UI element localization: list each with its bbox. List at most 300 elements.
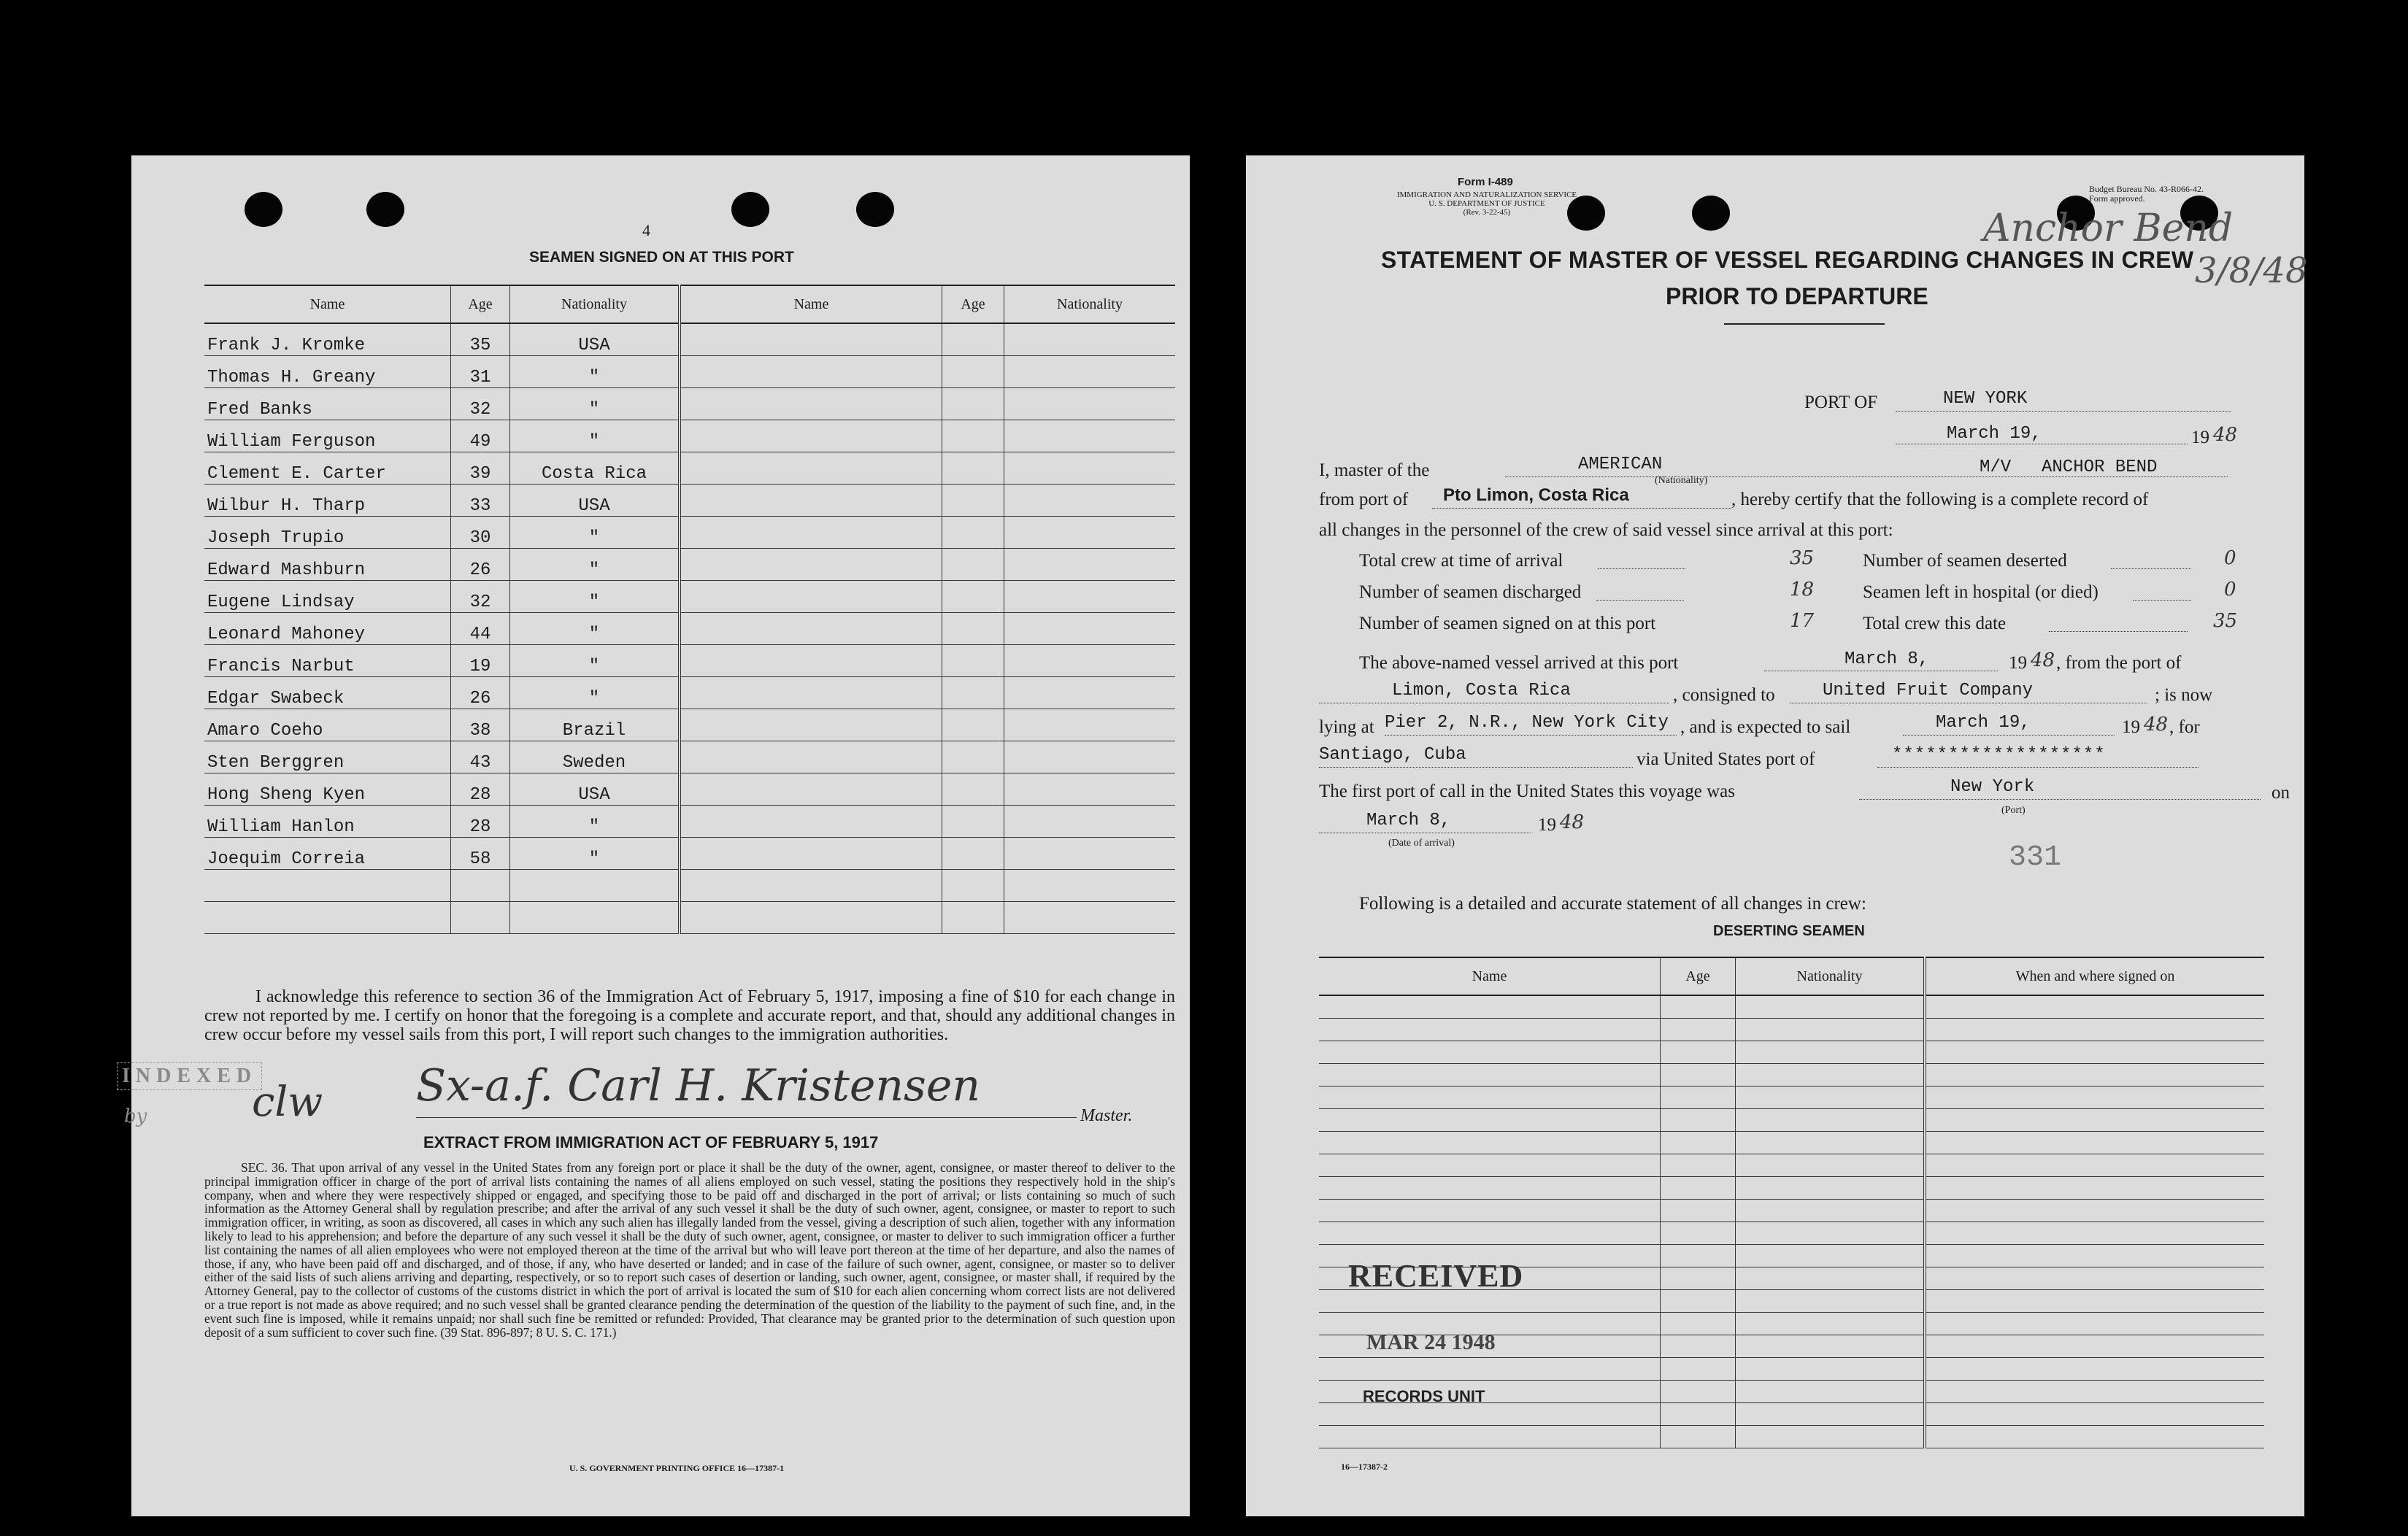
col-header-nationality: Nationality [1736,957,1926,995]
sail-date-line [1903,735,2115,736]
seaman-age: 35 [451,323,510,356]
empty-cell [1004,452,1176,485]
empty-cell [1661,1041,1736,1064]
handwritten-date: 3/8/48 [2195,250,2308,291]
empty-cell [1925,1335,2264,1358]
seaman-nationality: " [510,420,680,452]
master-label: Master. [1080,1106,1133,1125]
certify-text: , hereby certify that the following is a complete record of [1731,490,2149,509]
empty-cell [1736,1200,1926,1222]
empty-cell [1736,1290,1926,1313]
empty-cell [680,773,942,806]
port-caption: (Port) [2001,805,2026,816]
empty-cell [1004,870,1176,902]
empty-cell [942,452,1004,485]
table-row [1319,1358,2264,1381]
signed-on-label: Number of seamen signed on at this port [1359,614,1656,633]
seaman-name [204,902,451,934]
arrival-year: 48 [1560,811,1585,833]
empty-cell [1661,1335,1736,1358]
empty-cell [1319,995,1661,1019]
empty-cell [1661,1403,1736,1426]
empty-cell [680,420,942,452]
from-port-line [1432,508,1731,509]
empty-cell [1319,1200,1661,1222]
table-row [204,838,1175,870]
agency-block [1319,190,1655,217]
empty-cell [1925,1426,2264,1448]
empty-cell [1736,1222,1926,1245]
table-row [204,549,1175,581]
empty-cell [1661,1087,1736,1109]
empty-cell [1661,1358,1736,1381]
empty-cell [1661,995,1736,1019]
table-row [204,806,1175,838]
col-header-name: Name [680,285,942,323]
empty-cell [680,902,942,934]
table-row [1319,1426,2264,1448]
empty-cell [680,741,942,773]
col-header-age: Age [451,285,510,323]
table-row [204,645,1175,677]
total-crew-arrival-label: Total crew at time of arrival [1359,551,1563,571]
empty-cell [1925,995,2264,1019]
empty-cell [1004,902,1176,934]
seaman-nationality: " [510,645,680,677]
empty-cell [1925,1403,2264,1426]
empty-cell [1661,1064,1736,1087]
empty-cell [1004,323,1176,356]
empty-cell [1004,356,1176,388]
empty-cell [1925,1132,2264,1154]
stamp-number: 331 [2009,841,2062,874]
arrival-caption: (Date of arrival) [1388,838,1455,849]
seaman-name: Clement E. Carter [204,452,451,485]
empty-cell [942,677,1004,709]
port-value: NEW YORK [1943,389,2028,409]
empty-cell [1736,1041,1926,1064]
empty-cell [1925,1358,2264,1381]
table-row [1319,1109,2264,1132]
empty-cell [1319,1358,1661,1381]
empty-cell [1736,1313,1926,1335]
first-port-label: The first port of call in the United States this voyage was [1319,781,1736,801]
empty-cell [1736,1177,1926,1200]
empty-cell [1661,1222,1736,1245]
year-prefix: 19 [2009,653,2027,673]
punch-hole [731,192,769,227]
consigned-label: , consigned to [1673,685,1775,705]
empty-cell [1004,581,1176,613]
seaman-name: Joequim Correia [204,838,451,870]
empty-cell [1736,1245,1926,1267]
arrival-date: March 8, [1366,811,1451,830]
empty-cell [1736,1335,1926,1358]
deserting-seamen-table [1319,957,2264,1448]
empty-cell [1925,1087,2264,1109]
empty-cell [1004,677,1176,709]
empty-cell [1736,1426,1926,1448]
empty-cell [1736,1358,1926,1381]
seaman-nationality: " [510,356,680,388]
col-header-name: Name [1319,957,1661,995]
year-prefix: 19 [1538,815,1556,835]
leader-dots [2111,568,2191,569]
empty-cell [1925,1381,2264,1403]
seaman-age [451,902,510,934]
agency-line: U. S. DEPARTMENT OF JUSTICE [1428,199,1545,208]
empty-cell [1004,709,1176,741]
seaman-age: 44 [451,613,510,645]
seaman-age: 49 [451,420,510,452]
nationality-value: AMERICAN [1578,455,1663,474]
empty-cell [1736,1403,1926,1426]
seaman-name: Wilbur H. Tharp [204,485,451,517]
seaman-name [204,870,451,902]
punch-hole [856,192,894,227]
indexed-stamp: INDEXED [117,1062,262,1090]
agency-line: (Rev. 3-22-45) [1463,208,1511,217]
certify-text-2: all changes in the personnel of the crew of said vessel since arrival at this port: [1319,520,1893,540]
total-crew-date-value: 35 [2213,610,2238,632]
seaman-name: Leonard Mahoney [204,613,451,645]
empty-cell [1661,1267,1736,1290]
seaman-name: Joseph Trupio [204,517,451,549]
empty-cell [1319,1132,1661,1154]
from-port-of-label: , from the port of [2056,653,2182,673]
records-unit-stamp: RECORDS UNIT [1363,1387,1485,1405]
seaman-name: Sten Berggren [204,741,451,773]
empty-cell [680,388,942,420]
empty-cell [1319,1154,1661,1177]
empty-cell [1319,1426,1661,1448]
table-row [1319,1154,2264,1177]
seaman-nationality: " [510,549,680,581]
discharged-label: Number of seamen discharged [1359,582,1582,602]
seaman-nationality [510,870,680,902]
seaman-nationality: " [510,613,680,645]
empty-cell [1004,613,1176,645]
punch-hole [366,192,404,227]
port-line [1896,411,2231,412]
empty-cell [942,549,1004,581]
empty-cell [680,452,942,485]
seaman-age: 31 [451,356,510,388]
seaman-age: 38 [451,709,510,741]
seaman-name: Frank J. Kromke [204,323,451,356]
seaman-name: Amaro Coeho [204,709,451,741]
empty-cell [1925,1019,2264,1041]
deserted-value: 0 [2224,547,2236,569]
seaman-name: Thomas H. Greany [204,356,451,388]
budget-block [2089,185,2204,204]
signature-line [416,1117,1077,1118]
empty-cell [1736,1109,1926,1132]
following-text: Following is a detailed and accurate statement of all changes in crew: [1359,894,1866,914]
empty-cell [680,613,942,645]
table-row [1319,1222,2264,1245]
lying-at-line [1385,735,1677,736]
empty-cell [1925,1177,2264,1200]
seaman-age: 28 [451,773,510,806]
budget-line: Budget Bureau No. 43-R066-42. [2089,184,2204,194]
seaman-nationality: Brazil [510,709,680,741]
empty-cell [942,356,1004,388]
right-page [1246,155,2308,1516]
table-row [1319,1177,2264,1200]
printing-code: 16—17387-2 [1341,1462,1388,1472]
empty-cell [1661,1109,1736,1132]
empty-cell [1319,1087,1661,1109]
empty-cell [680,581,942,613]
table-row [204,485,1175,517]
lying-at-label: lying at [1319,717,1374,737]
empty-cell [1736,1064,1926,1087]
punch-hole [245,192,282,227]
empty-cell [942,902,1004,934]
empty-cell [1661,1132,1736,1154]
empty-cell [1661,1381,1736,1403]
empty-cell [1319,1109,1661,1132]
table-row [204,709,1175,741]
table-row [204,388,1175,420]
master-signature: Sx-a.f. Carl H. Kristensen [416,1060,980,1111]
signed-on-value: 17 [1790,610,1815,632]
empty-cell [1925,1041,2264,1064]
empty-cell [680,838,942,870]
seaman-name: Fred Banks [204,388,451,420]
empty-cell [1661,1177,1736,1200]
arrived-date: March 8, [1845,649,1929,669]
title-rule [1724,323,1885,325]
first-port: New York [1950,777,2035,797]
empty-cell [1004,517,1176,549]
arrived-from: Limon, Costa Rica [1392,681,1571,701]
acknowledgment-text: I acknowledge this reference to section 36 of the Immigration Act of February 5, 1917, imposing a fine of $10 for each change in crew not reported by me. I certify on honor that the foregoing is a complete and accurate report, and that, should any additional changes in crew occur before my vessel sails from this port, I will report such changes to the immigration authorities. [204,987,1175,1044]
empty-cell [942,709,1004,741]
year-prefix: 19 [2191,428,2209,447]
col-header-nationality: Nationality [1004,285,1176,323]
empty-cell [942,613,1004,645]
leader-dots [2133,600,2191,601]
empty-cell [942,870,1004,902]
empty-cell [1661,1200,1736,1222]
seaman-nationality: " [510,677,680,709]
punch-hole [1692,196,1730,231]
year-prefix: 19 [2122,717,2140,737]
year-value: 48 [2213,424,2238,446]
seaman-age: 43 [451,741,510,773]
via-port-line [1877,767,2199,768]
nationality-caption: (Nationality) [1655,475,1708,486]
lying-at-value: Pier 2, N.R., New York City [1385,713,1669,733]
seamen-signed-on-table [204,285,1175,934]
first-port-line [1859,799,2261,800]
empty-cell [1925,1222,2264,1245]
empty-cell [1925,1109,2264,1132]
form-title-line2: PRIOR TO DEPARTURE [1666,283,1928,309]
table-row [1319,1200,2264,1222]
empty-cell [680,485,942,517]
table-row [204,677,1175,709]
empty-cell [1925,1313,2264,1335]
empty-cell [1925,1245,2264,1267]
empty-cell [1004,741,1176,773]
seaman-name: Eugene Lindsay [204,581,451,613]
agency-line: IMMIGRATION AND NATURALIZATION SERVICE [1396,190,1577,199]
empty-cell [1661,1154,1736,1177]
seaman-name: Edward Mashburn [204,549,451,581]
table-row [204,356,1175,388]
seaman-age: 58 [451,838,510,870]
table-row [204,452,1175,485]
empty-cell [942,645,1004,677]
seaman-age: 32 [451,581,510,613]
empty-cell [1004,806,1176,838]
empty-cell [1004,773,1176,806]
empty-cell [942,485,1004,517]
empty-cell [942,806,1004,838]
empty-cell [942,581,1004,613]
seaman-age: 32 [451,388,510,420]
empty-cell [680,806,942,838]
empty-cell [1004,388,1176,420]
seaman-name: William Hanlon [204,806,451,838]
table-row [1319,1403,2264,1426]
empty-cell [1661,1426,1736,1448]
received-date: MAR 24 1948 [1366,1330,1496,1354]
seaman-nationality: Costa Rica [510,452,680,485]
on-label: on [2272,783,2290,803]
seaman-nationality [510,902,680,934]
seaman-age: 19 [451,645,510,677]
section-title: SEAMEN SIGNED ON AT THIS PORT [529,249,794,266]
from-port-label: from port of [1319,490,1409,509]
port-label: PORT OF [1804,393,1878,412]
empty-cell [942,388,1004,420]
empty-cell [1004,420,1176,452]
empty-cell [1661,1245,1736,1267]
leader-dots [1598,568,1685,569]
empty-cell [1736,1267,1926,1290]
empty-cell [1925,1267,2264,1290]
seaman-nationality: USA [510,485,680,517]
empty-cell [680,323,942,356]
destination-line [1319,767,1633,768]
empty-cell [1004,645,1176,677]
empty-cell [1925,1064,2264,1087]
is-now-label: ; is now [2155,685,2213,705]
table-row [204,902,1175,934]
table-row [1319,1132,2264,1154]
col-header-when-where: When and where signed on [1925,957,2264,995]
seaman-nationality: " [510,838,680,870]
col-header-nationality: Nationality [510,285,680,323]
expected-label: , and is expected to sail [1680,717,1851,737]
empty-cell [1319,1222,1661,1245]
table-row [204,613,1175,645]
seaman-nationality: " [510,388,680,420]
deserted-label: Number of seamen deserted [1863,551,2067,571]
form-number: Form I-489 [1458,176,1513,188]
empty-cell [1925,1290,2264,1313]
indexed-by-label: by [124,1105,147,1127]
empty-cell [1319,1064,1661,1087]
empty-cell [1736,1132,1926,1154]
col-header-age: Age [942,285,1004,323]
empty-cell [1004,485,1176,517]
empty-cell [942,323,1004,356]
seaman-nationality: " [510,806,680,838]
empty-cell [680,709,942,741]
table-row [1319,1019,2264,1041]
empty-cell [680,517,942,549]
arrived-text: The above-named vessel arrived at this port [1359,653,1679,673]
seaman-age: 33 [451,485,510,517]
from-port-value: Pto Limon, Costa Rica [1443,485,1629,505]
table-row [1319,1064,2264,1087]
vessel-type: M/V [1980,458,2012,477]
extract-title: EXTRACT FROM IMMIGRATION ACT OF FEBRUARY 5, 1917 [423,1133,879,1151]
table-row [204,420,1175,452]
form-title-line1: STATEMENT OF MASTER OF VESSEL REGARDING CHANGES IN CREW [1381,247,2194,273]
table-row [1319,1087,2264,1109]
seaman-name: Francis Narbut [204,645,451,677]
empty-cell [1004,549,1176,581]
sail-year: 48 [2144,714,2169,736]
date-value: March 19, [1947,424,2042,444]
deserting-title: DESERTING SEAMEN [1713,923,1865,939]
table-row [204,773,1175,806]
empty-cell [1736,1019,1926,1041]
col-header-age: Age [1661,957,1736,995]
empty-cell [942,741,1004,773]
sail-date: March 19, [1936,713,2031,733]
empty-cell [680,645,942,677]
total-crew-date-label: Total crew this date [1863,614,2007,633]
empty-cell [680,870,942,902]
printing-office-code: U. S. GOVERNMENT PRINTING OFFICE 16—17387-1 [569,1463,785,1473]
via-port: ******************* [1892,745,2106,765]
extract-text: SEC. 36. That upon arrival of any vessel in the United States from any foreign port or place it shall be the duty of the owner, agent, consignee, or master thereof to deliver to the principal immigration officer in charge of the port of arrival lists containing the names of all aliens employed on such vessel, stating the positions they respectively hold in the ship's company, when and where they were respectively shipped or engaged, and specifying those to be paid off and discharged in the port of arrival; or lists containing so much of such information as the Attorney General shall by regulation prescribe; and after the arrival of any such vessel it shall be the duty of such owner, agent, consignee, or master to report to such immigration officer, in writing, as soon as discovered, all cases in which any such alien has illegally landed from the vessel, giving a description of such alien, together with any information likely to lead to his apprehension; and before the departure of any such vessel it shall be the duty of such owner, agent, consignee, or master to deliver to such immigration officer a further list containing the names of all alien employees who were not employed thereon at the time of the arrival but who will leave port thereon at the time of her departure, and also the names of those, if any, who have been paid off and discharged, and of those, if any, who have deserted or landed; and in case of the failure of such owner, agent, consignee, or master so to deliver either of the said lists of such aliens arriving and departing, respectively, or so to report such cases of desertion or landing, such owner, agent, consignee, or master shall, if required by the Attorney General, pay to the collector of customs of the customs district in which the port of arrival is located the sum of $10 for each alien concerning whom correct lists are not delivered or a true report is not made as above required; and no such vessel shall be granted clearance pending the determination of the question of the liability to the payment of such fine, and, in the event such fine is imposed, while it remains unpaid; nor shall such fine be remitted or refunded: Provided, That clearance may be granted prior to the determination of such question upon deposit of a sum sufficient to cover such fine. (39 Stat. 896-897; 8 U. S. C. 171.) [204,1160,1175,1340]
master-of-label: I, master of the [1319,460,1430,480]
empty-cell [1319,1403,1661,1426]
vessel-name: ANCHOR BEND [2042,458,2158,477]
empty-cell [942,517,1004,549]
table-row [204,870,1175,902]
empty-cell [680,549,942,581]
empty-cell [1736,1154,1926,1177]
empty-cell [942,838,1004,870]
empty-cell [680,356,942,388]
empty-cell [1736,1087,1926,1109]
empty-cell [1661,1019,1736,1041]
empty-cell [1319,1041,1661,1064]
seaman-age: 30 [451,517,510,549]
seaman-nationality: USA [510,773,680,806]
seaman-age: 28 [451,806,510,838]
seaman-age: 26 [451,549,510,581]
empty-cell [680,677,942,709]
empty-cell [1319,1177,1661,1200]
budget-line: Form approved. [2089,193,2145,204]
for-label: , for [2169,717,2200,737]
empty-cell [1736,995,1926,1019]
seaman-age [451,870,510,902]
table-row [204,581,1175,613]
table-row [1319,995,2264,1019]
empty-cell [1661,1290,1736,1313]
